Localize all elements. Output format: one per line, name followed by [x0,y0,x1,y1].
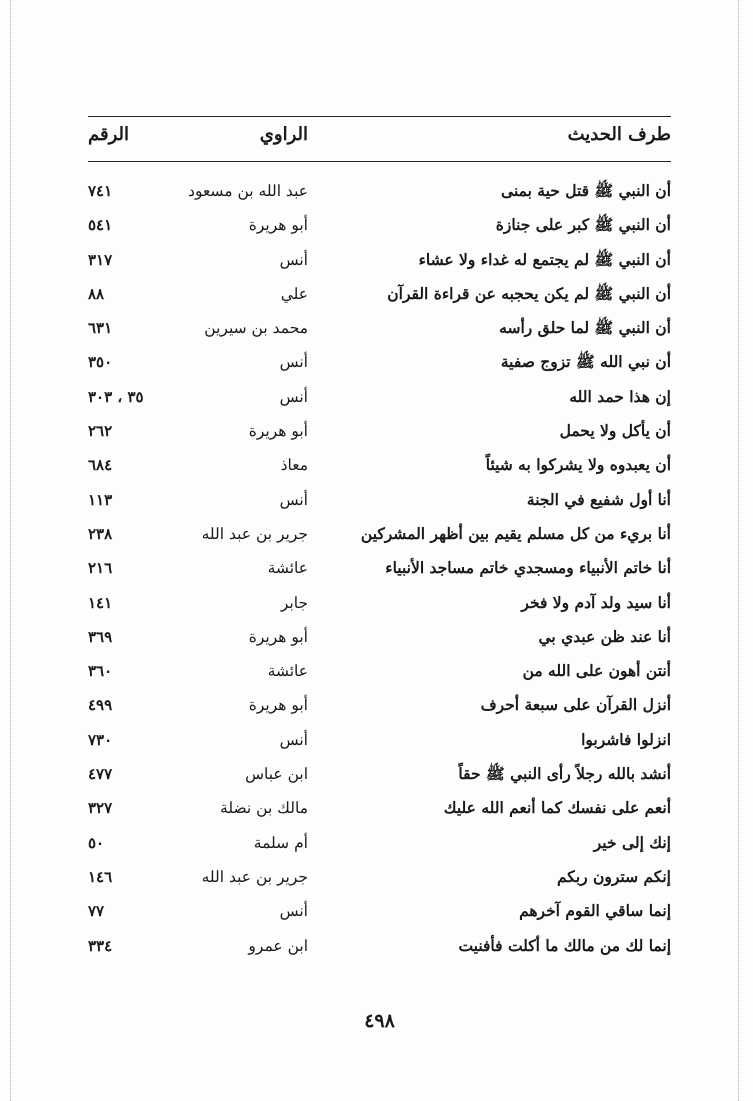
narrator-name: أبو هريرة [248,627,308,646]
narrator-name: عائشة [267,662,308,681]
narrator-name: أبو هريرة [248,422,308,441]
header-narrator: الراوي [259,124,308,145]
narrator-name: ابن عمرو [248,936,308,955]
hadith-text: انزلوا فاشربوا [581,729,671,749]
hadith-text: إنما لك من مالك ما أكلت فأفنيت [458,935,671,955]
table-row [88,551,671,585]
narrator-name: أنس [279,250,308,269]
header-hadith: طرف الحديث [567,124,671,145]
hadith-number: ٨٨ [88,284,105,303]
hadith-text: أنزل القرآن على سبعة أحرف [480,695,671,715]
table-row [88,517,671,551]
hadith-text: أنشد بالله رجلاً رأى النبي ﷺ حقاً [458,764,671,784]
hadith-number: ١٤١ [88,593,113,612]
hadith-number: ٢١٦ [88,559,113,578]
hadith-text: إنكم سترون ربكم [556,866,671,886]
table-row [88,620,671,654]
hadith-number: ٧٤١ [88,182,113,200]
table-row [88,448,671,482]
table-row [88,380,671,414]
hadith-number: ٣٢٧ [88,799,113,818]
hadith-text: أن يأكل ولا يحمل [559,421,671,441]
narrator-name: عبد الله بن مسعود [188,182,308,200]
table-row [88,311,671,345]
hadith-text: إن هذا حمد الله [569,386,671,406]
narrator-name: مالك بن نضلة [220,799,308,818]
hadith-text: أنا أول شفيع في الجنة [526,489,671,509]
table-header [88,118,671,158]
table-row [88,654,671,688]
narrator-name: أبو هريرة [248,696,308,715]
header-rule [88,161,671,162]
table-row [88,174,671,208]
narrator-name: جابر [280,593,308,612]
hadith-number: ٢٦٢ [88,422,113,441]
index-page [88,0,671,1101]
table-row [88,483,671,517]
narrator-name: جرير بن عبد الله [201,524,308,543]
narrator-name: أنس [279,490,308,509]
hadith-text: أن النبي ﷺ لم يجتمع له غداء ولا عشاء [418,249,671,269]
hadith-number: ٧٧ [88,902,105,921]
hadith-number: ١١٣ [88,490,113,509]
hadith-number: ٥٠ [88,833,105,852]
hadith-number: ٣١٧ [88,250,113,269]
hadith-number: ٥٤١ [88,216,113,235]
narrator-name: ابن عباس [245,765,308,784]
narrator-name: محمد بن سيرين [204,319,308,338]
narrator-name: أبو هريرة [248,216,308,235]
table-body [88,174,671,963]
hadith-number: ٤٩٩ [88,696,113,715]
table-row [88,791,671,825]
hadith-number: ٣٥ ، ٣٠٣ [88,387,144,406]
hadith-text: أنتن أهون على الله من [522,661,671,681]
narrator-name: عائشة [267,559,308,578]
hadith-number: ٦٨٤ [88,456,113,475]
hadith-text: أن النبي ﷺ قتل حية بمنى [501,181,671,200]
narrator-name: أنس [279,730,308,749]
hadith-text: إنك إلى خير [593,832,671,852]
hadith-number: ٢٣٨ [88,524,113,543]
hadith-number: ٣٣٤ [88,936,113,955]
narrator-name: أنس [279,902,308,921]
right-margin-dots [738,0,739,1101]
table-row [88,894,671,928]
hadith-number: ٣٦٩ [88,627,113,646]
table-row [88,723,671,757]
table-row [88,757,671,791]
hadith-text: أن النبي ﷺ كبر على جنازة [495,215,671,235]
hadith-text: أنا بريء من كل مسلم يقيم بين أظهر المشركين [360,523,671,543]
narrator-name: علي [280,284,308,303]
table-row [88,277,671,311]
hadith-text: أنعم على نفسك كما أنعم الله عليك [443,798,671,818]
hadith-number: ٣٦٠ [88,662,113,681]
narrator-name: معاذ [280,456,308,475]
hadith-text: أنا سيد ولد آدم ولا فخر [521,592,671,612]
hadith-number: ٧٣٠ [88,730,113,749]
narrator-name: أنس [279,387,308,406]
table-row [88,243,671,277]
narrator-name: أنس [279,353,308,372]
hadith-text: أن يعبدوه ولا يشركوا به شيئاً [485,455,671,475]
hadith-number: ٣٥٠ [88,353,113,372]
hadith-text: إنما ساقي القوم آخرهم [519,901,671,921]
hadith-text: أن النبي ﷺ لم يكن يحجبه عن قراءة القرآن [387,283,671,303]
hadith-number: ٤٧٧ [88,765,113,784]
table-row [88,414,671,448]
header-number: الرقم [88,124,130,145]
narrator-name: أم سلمة [253,833,308,852]
table-row [88,586,671,620]
table-row [88,688,671,722]
table-row [88,860,671,894]
hadith-text: أن النبي ﷺ لما حلق رأسه [499,318,671,338]
page-number: ٤٩٨ [364,1010,395,1032]
top-rule [88,116,671,117]
narrator-name: جرير بن عبد الله [201,867,308,886]
table-row [88,345,671,379]
table-row [88,208,671,242]
hadith-text: أن نبي الله ﷺ تزوج صفية [500,352,671,372]
hadith-text: أنا خاتم الأنبياء ومسجدي خاتم مساجد الأنبياء [385,558,671,578]
hadith-text: أنا عند ظن عبدي بي [538,626,671,646]
hadith-number: ١٤٦ [88,867,113,886]
table-row [88,929,671,963]
table-row [88,826,671,860]
hadith-number: ٦٣١ [88,319,113,338]
left-margin-dots [10,0,11,1101]
